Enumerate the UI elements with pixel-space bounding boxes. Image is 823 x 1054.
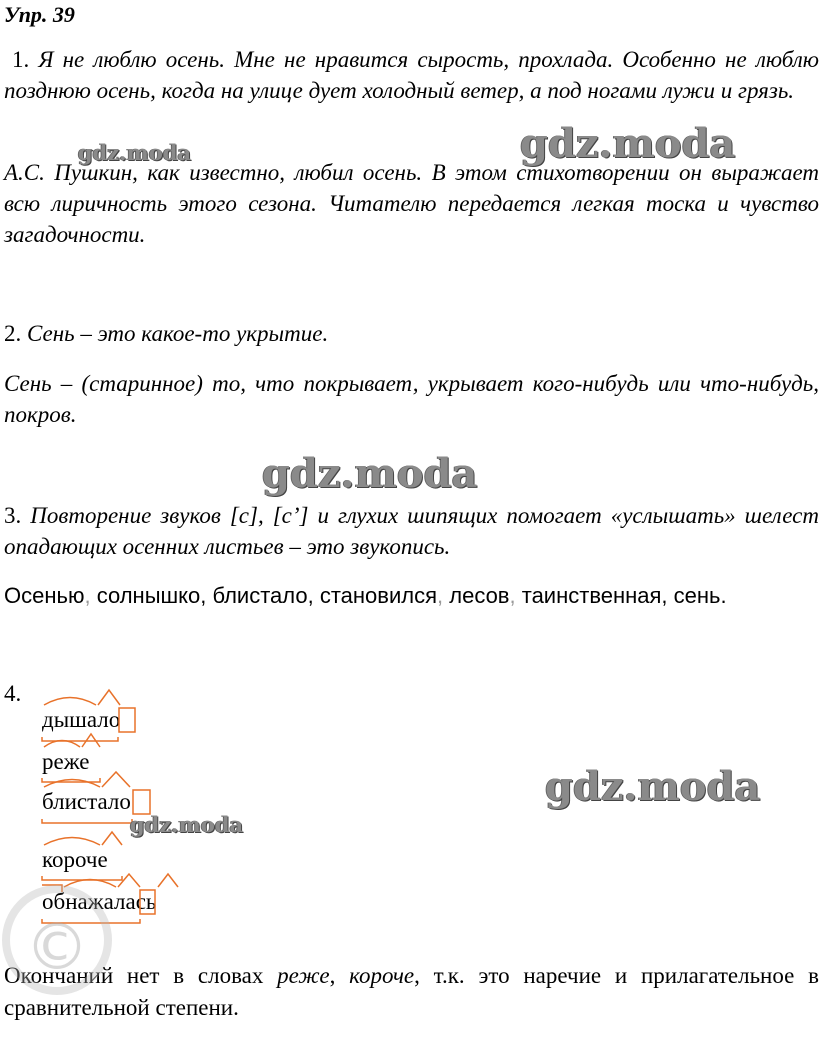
watermark-logo: gdz.moda [262,450,478,497]
root-arc [64,880,116,888]
task3-word: солнышко, блистало, становился [96,583,438,608]
ending-box [119,708,135,732]
task2-number: 2. [4,321,22,346]
task3-text: Повторение звуков [с], [с’] и глухих шипящих помогает «услышать» шелест опадающих осенних листьев – это звукопись. [4,503,820,559]
task2-line-2: Сень – (старинное) то, что покрывает, укрывает кого-нибудь или что-нибудь, покров. [4,371,819,427]
stem-bracket [42,876,122,880]
suffix-caret [102,772,130,787]
conclusion-text: , [329,963,350,988]
stem-bracket [42,737,118,741]
task4-word-dyshalo: дышало [42,707,121,732]
task3-comma: , [509,583,522,608]
watermark-logo: gdz.moda [78,140,192,165]
task2-line-1 [4,318,819,349]
watermark-logo: gdz.moda [545,763,761,810]
root-arc [44,741,80,748]
task3-comma: , [437,583,450,608]
task3-comma: , [84,583,97,608]
conclusion-text: Окончаний нет в словах [4,963,278,988]
task4-word-koroche: короче [42,847,108,872]
task3-words [4,580,819,611]
task4-number: 4. [4,681,22,706]
task4-word-blistalo: блистало [42,789,131,814]
suffix-caret [102,832,122,845]
root-arc [44,838,100,846]
task3-word: таинственная, сень. [521,583,727,608]
task3-paragraph [4,500,819,562]
stem-bracket [42,819,132,823]
task1-paragraph-2: А.С. Пушкин, как известно, любил осень. В этом стихотворении он выражает всю лиричность этого сезона. Читателю передается легкая тоска и чувство загадочности. [4,160,819,247]
task4-conclusion [4,960,819,1024]
task4-word-obnazhalas: обнажалась [42,889,157,914]
copyright-watermark-icon: © [2,885,112,995]
task1-paragraph-1 [4,44,819,106]
task1-text-1: Я не люблю осень. Мне не нравится сырость, прохлада. Особенно не люблю позднюю осень, когда на улице дует холодный ветер, а под ногами лужи и грязь. [4,47,819,103]
conclusion-text: , т.к. это наречие и прилагательное в сравнительной степени. [4,963,820,1020]
stem-bracket [42,778,100,782]
task2-text-1: Сень – это какое-то укрытие. [27,321,329,346]
task1-number: 1. [12,47,30,72]
task4-word-rezhe: реже [42,749,90,774]
conclusion-em-word: реже [277,963,330,988]
suffix-caret [158,874,178,887]
root-arc [44,780,100,788]
suffix-caret [118,874,140,887]
task3-number: 3. [4,503,22,528]
task3-word: лесов [449,583,510,608]
watermark-logo: gdz.moda [520,120,736,167]
page-title: Упр. 39 [4,2,75,27]
task3-word: Осенью [4,583,85,608]
watermark-logo: gdz.moda [130,812,244,837]
conclusion-em-word: короче [349,963,415,988]
ending-box [133,790,150,814]
suffix-caret [82,734,100,747]
